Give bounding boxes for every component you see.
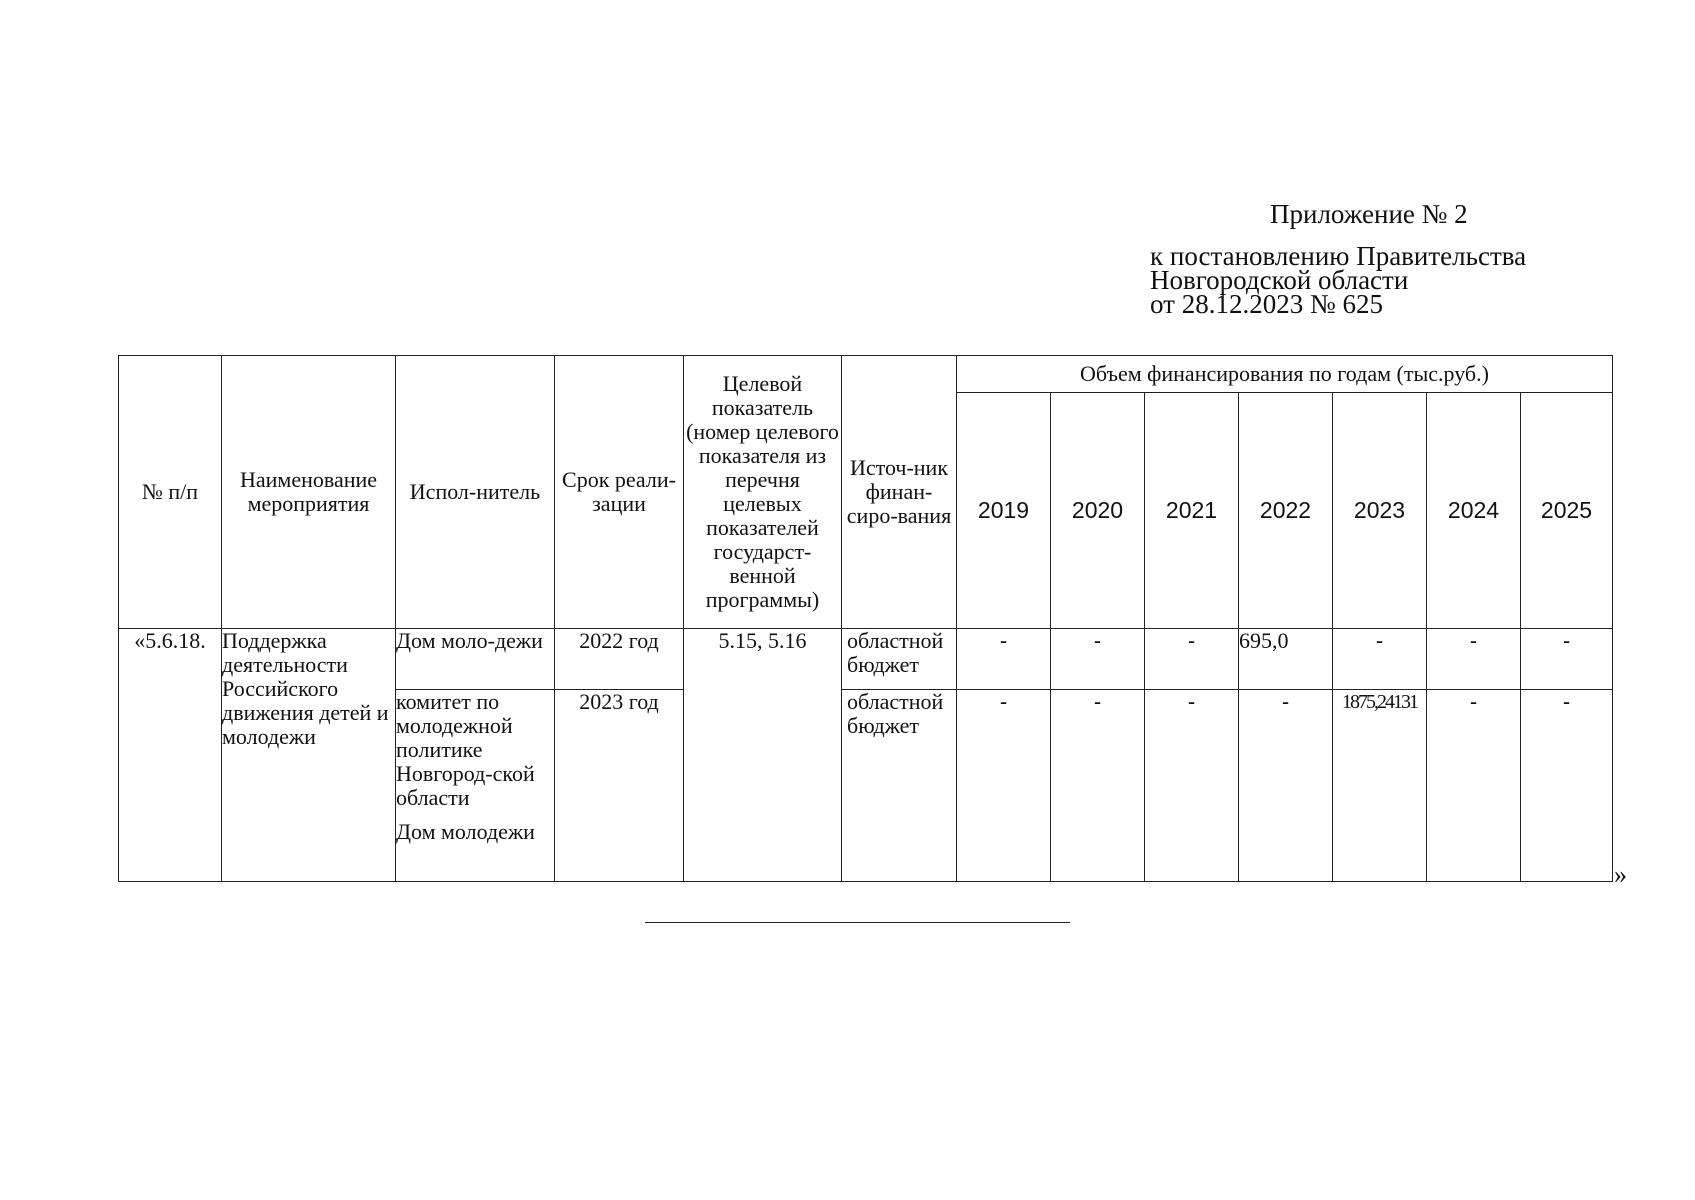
annex-line-2: Новгородской области xyxy=(1150,265,1409,295)
value-2019: - xyxy=(957,629,1051,690)
year-header: 2023 xyxy=(1333,393,1427,629)
value-2021: - xyxy=(1145,690,1239,882)
year-header: 2020 xyxy=(1051,393,1145,629)
value-2024: - xyxy=(1427,690,1521,882)
value-2022: 695,0 xyxy=(1239,629,1333,690)
annex-line-3: от 28.12.2023 № 625 xyxy=(1150,289,1383,319)
year-header: 2025 xyxy=(1521,393,1613,629)
value-2025: - xyxy=(1521,690,1613,882)
funding-source: областной бюджет xyxy=(842,690,957,882)
year-header: 2021 xyxy=(1145,393,1239,629)
year-header: 2019 xyxy=(957,393,1051,629)
annex-title: Приложение № 2 xyxy=(1270,199,1468,229)
funding-source: областной бюджет xyxy=(842,629,957,690)
table-row xyxy=(119,629,1613,690)
header-term: Срок реали-зации xyxy=(555,356,684,629)
row-number: «5.6.18. xyxy=(119,629,222,882)
value-2020: - xyxy=(1051,629,1145,690)
header-name: Наименование мероприятия xyxy=(222,356,396,629)
annex-line-1: к постановлению Правительства xyxy=(1150,241,1527,271)
executor-youth-house: Дом молодежи xyxy=(396,819,535,844)
value-2021: - xyxy=(1145,629,1239,690)
header-num: № п/п xyxy=(119,356,222,629)
year-header: 2024 xyxy=(1427,393,1521,629)
term: 2022 год xyxy=(555,629,684,690)
value-2020: - xyxy=(1051,690,1145,882)
funding-table xyxy=(118,355,1613,882)
executor-committee: комитет по молодежной политике Новгород-ской области xyxy=(396,689,535,810)
header-funding: Объем финансирования по годам (тыс.руб.) xyxy=(957,356,1613,393)
executor: Дом моло-дежи xyxy=(396,629,555,690)
header-target: Целевой показатель (номер целевого показателя из перечня целевых показателей государст-венной программы) xyxy=(684,356,842,629)
header-executor: Испол-нитель xyxy=(396,356,555,629)
value-2023: - xyxy=(1333,629,1427,690)
term: 2023 год xyxy=(555,690,684,882)
measure-name: Поддержка деятельности Российского движения детей и молодежи xyxy=(222,629,396,882)
header-row-1 xyxy=(119,356,1613,393)
value-2024: - xyxy=(1427,629,1521,690)
closing-quote: » xyxy=(1614,860,1627,889)
end-rule xyxy=(645,922,1070,923)
executor xyxy=(396,690,555,882)
value-2025: - xyxy=(1521,629,1613,690)
value-2022: - xyxy=(1239,690,1333,882)
year-header: 2022 xyxy=(1239,393,1333,629)
value-2019: - xyxy=(957,690,1051,882)
value-2023: 1875,24131 xyxy=(1333,690,1427,882)
header-source: Источ-ник финан-сиро-вания xyxy=(842,356,957,629)
target-indicator: 5.15, 5.16 xyxy=(684,629,842,882)
